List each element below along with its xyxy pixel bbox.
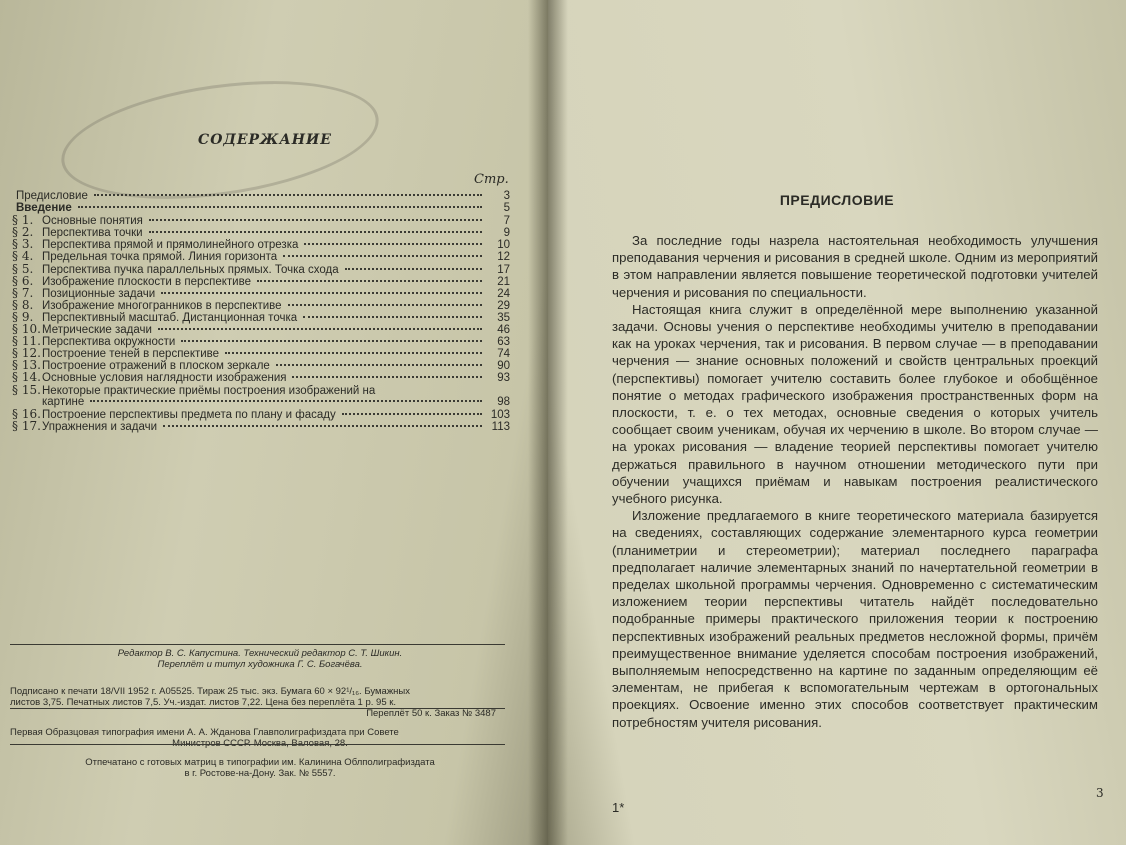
- toc-leader-dots: [78, 206, 482, 208]
- toc-page-number: 35: [497, 311, 510, 324]
- toc-row: § 1. Основные понятия 7: [12, 213, 510, 228]
- preface-body: [612, 232, 1098, 731]
- toc-leader-dots: [345, 268, 482, 270]
- toc-row: § 6. Изображение плоскости в перспективе 21: [12, 273, 510, 288]
- toc-leader-dots: [288, 304, 482, 306]
- toc-leader-dots: [149, 231, 482, 233]
- toc-row: § 11. Перспектива окружности 63: [12, 334, 510, 349]
- toc-row: § 13. Построение отражений в плоском зеркале 90: [12, 358, 510, 373]
- toc-row: § 3. Перспектива прямой и прямолинейного отрезка 10: [12, 237, 510, 252]
- toc-leader-dots: [276, 364, 482, 366]
- toc-title: Позиционные задачи: [42, 287, 156, 300]
- toc-row: § 14. Основные условия наглядности изображения 93: [12, 370, 510, 385]
- toc-title: Построение отражений в плоском зеркале: [42, 360, 270, 373]
- toc-row: § 8. Изображение многогранников в перспективе 29: [12, 297, 510, 312]
- toc-leader-dots: [225, 352, 482, 354]
- toc-page-number: 21: [497, 275, 510, 288]
- divider: [10, 744, 505, 745]
- preface-paragraph-2: Настоящая книга служит в определённой мере выполнению указанной задачи. Основы учения о перспективе необходимы учителю в преподавании как на уроках черчения, так и рисования. В первом случае — в преподавании черчения — знание основных положений и свойств центральных проекций (перспективы) помогает учителю составить более глубокое и обобщённое понятие о методах графического изображения пространственных форм на плоскости, т. е. о тех методах, основные сведения о которых учитель сообщает своим ученикам, обучая их черчению в школе. Во втором случае — на уроках рисования — владение теорией перспективы помогает учителю держаться правильного в научном отношении методического пути при обучении учащихся приёмам и навыкам построения реалистического учебного рисунка.: [612, 301, 1098, 507]
- toc-leader-dots: [342, 413, 482, 415]
- imprint-binding: Переплёт и титул художника Г. С. Богачёва.: [157, 659, 363, 670]
- toc-title: Перспектива окружности: [42, 336, 176, 349]
- toc-title: Перспективный масштаб. Дистанционная точка: [42, 311, 298, 324]
- toc-leader-dots: [181, 340, 482, 342]
- toc-row: [16, 190, 510, 202]
- divider: [10, 644, 505, 645]
- preface-paragraph-3: Изложение предлагаемого в книге теоретического материала базируется на сведениях, составляющих содержание элементарного курса геометрии (планиметрии и стереометрии); материал последнего параграфа предполагает наличие элементарных знаний по начертательной геометрии в пределах школьной программы черчения. Одновременно с систематическим изложением теории перспективы читатель найдёт последовательно подобранные примеры практического приложения теории к построению перспективных изображений реальных предметов несложной формы, причём преимущественное внимание уделяется способам построения изображений, выполняемым непосредственно на картине по заданным определяющим её элементам, не прибегая к вспомогательным чертежам в ортогональных проекциях. Освоение именно этих способов соответствует практическим потребностям учителя рисования.: [612, 508, 1098, 730]
- toc-page-number: 24: [497, 287, 510, 300]
- book-gutter: [528, 0, 568, 845]
- toc-page-number: 17: [497, 263, 510, 276]
- signature-mark: 1*: [612, 800, 625, 815]
- toc-leader-dots: [161, 292, 482, 294]
- toc-title: картине: [42, 395, 85, 408]
- toc-title: Введение: [16, 202, 72, 215]
- toc-leader-dots: [94, 194, 482, 196]
- imprint-matrix-1: Отпечатано с готовых матриц в типографии им. Калинина Облполиграфиздата: [85, 757, 435, 768]
- toc-page-number: 74: [497, 348, 510, 361]
- toc-title: Метрические задачи: [42, 324, 152, 337]
- page-number: 3: [1096, 786, 1104, 800]
- toc-title: Упражнения и задачи: [42, 420, 157, 433]
- toc-title: Построение теней в перспективе: [42, 348, 220, 361]
- toc-page-number: 113: [491, 420, 510, 433]
- toc-page-number: 12: [497, 251, 510, 264]
- toc-row: § 2. Перспектива точки 9: [12, 225, 510, 240]
- toc-title: Построение перспективы предмета по плану и фасаду: [42, 408, 336, 421]
- divider: [10, 708, 505, 709]
- toc-row: § 7. Позиционные задачи 24: [12, 285, 510, 300]
- toc-page-number: 29: [497, 299, 510, 312]
- toc-page-number: 63: [497, 336, 510, 349]
- toc-title: Предельная точка прямой. Линия горизонта: [42, 251, 278, 264]
- toc-row: [16, 396, 510, 408]
- toc-row: § 12. Построение теней в перспективе 74: [12, 346, 510, 361]
- toc-leader-dots: [149, 219, 482, 221]
- toc-page-number: 9: [503, 227, 510, 240]
- toc-page-number: 3: [503, 190, 510, 202]
- toc-page-number: 93: [497, 372, 510, 385]
- toc-page-number: 103: [490, 408, 510, 421]
- imprint-typography-2: Министров СССР. Москва, Валовая, 28.: [172, 738, 348, 749]
- toc-leader-dots: [292, 376, 482, 378]
- toc-row: § 16. Построение перспективы предмета по плану и фасаду 103: [12, 406, 510, 421]
- toc-leader-dots: [163, 425, 482, 427]
- toc-row: [16, 202, 510, 214]
- toc-page-number: 90: [497, 360, 510, 373]
- toc-title: Основные условия наглядности изображения: [42, 372, 287, 385]
- toc-row: § 4. Предельная точка прямой. Линия горизонта 12: [12, 249, 510, 264]
- toc-leader-dots: [304, 243, 482, 245]
- toc-row: § 17. Упражнения и задачи 113: [12, 418, 510, 433]
- imprint-print-line-1: Подписано к печати 18/VII 1952 г. А05525. Тираж 25 тыс. экз. Бумага 60 × 92¹/₁₆. Бумажных: [10, 686, 410, 697]
- toc-title: Перспектива пучка параллельных прямых. Точка схода: [42, 263, 339, 276]
- page-column-label: Стр.: [474, 172, 509, 187]
- imprint: [10, 648, 510, 779]
- imprint-typography-1: Первая Образцовая типография имени А. А. Жданова Главполиграфиздата при Совете: [10, 727, 399, 738]
- imprint-editors: Редактор В. С. Капустина. Технический редактор С. Т. Шикин.: [117, 648, 403, 659]
- toc-row: § 10. Метрические задачи 46: [12, 322, 510, 337]
- preface-paragraph-1: За последние годы назрела настоятельная необходимость улучшения преподавания черчения и рисования в средней школе. Одним из мероприятий в этом направлении является повышение теоретической подготовки учителей черчения и рисования по специальности.: [612, 233, 1098, 300]
- toc-title: Перспектива точки: [42, 227, 143, 240]
- toc-title: Изображение плоскости в перспективе: [42, 275, 251, 288]
- contents-title: СОДЕРЖАНИЕ: [198, 132, 332, 148]
- toc-leader-dots: [257, 280, 482, 282]
- toc-page-number: 5: [503, 202, 510, 215]
- toc-row: § 5. Перспектива пучка параллельных прямых. Точка схода 17: [12, 261, 510, 276]
- imprint-print-line-3: Переплёт 50 к. Заказ № 3487: [366, 708, 496, 719]
- toc-page-number: 46: [497, 324, 510, 337]
- toc-title: Предисловие: [16, 190, 88, 202]
- imprint-matrix-2: в г. Ростове-на-Дону. Зак. № 5557.: [184, 768, 336, 779]
- toc-title: Основные понятия: [42, 215, 143, 228]
- preface-title: ПРЕДИСЛОВИЕ: [779, 192, 895, 208]
- imprint-print-line-2: листов 3,75. Печатных листов 7,5. Уч.-издат. листов 7,22. Цена без переплёта 1 р. 95 к.: [10, 697, 397, 708]
- toc-title: Перспектива прямой и прямолинейного отрезка: [42, 239, 299, 252]
- toc-row: § 9. Перспективный масштаб. Дистанционная точка 35: [12, 309, 510, 324]
- toc-leader-dots: [158, 328, 482, 330]
- toc-title: Изображение многогранников в перспективе: [42, 299, 282, 312]
- toc-title: Некоторые практические приёмы построения изображений на: [42, 384, 376, 397]
- toc-leader-dots: [90, 400, 482, 402]
- toc-leader-dots: [303, 316, 482, 318]
- toc-leader-dots: [283, 255, 482, 257]
- toc-page-number: 7: [503, 215, 510, 228]
- table-of-contents: [12, 190, 510, 433]
- toc-row: § 15. Некоторые практические приёмы построения изображений на: [12, 382, 376, 397]
- toc-page-number: 98: [497, 395, 510, 408]
- toc-page-number: 10: [497, 239, 510, 252]
